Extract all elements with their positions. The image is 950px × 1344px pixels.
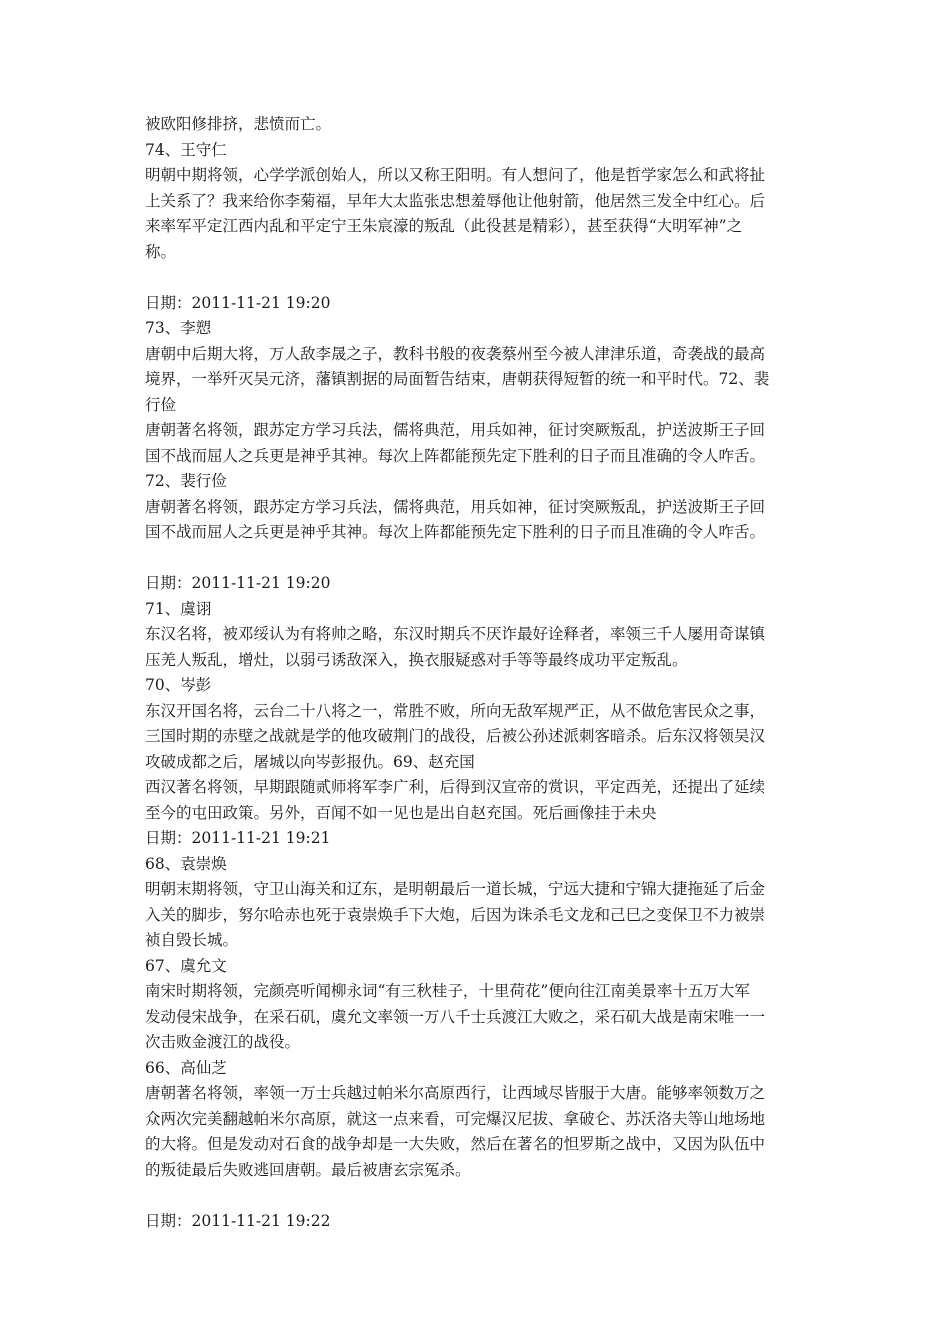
text-line: 72、裴行俭 <box>145 472 227 490</box>
text-line: 行俭 <box>145 395 177 414</box>
text-line: 67、虞允文 <box>145 956 227 975</box>
text-line: 日期：2011-11-21 19:20 <box>145 574 331 592</box>
text-line: 唐朝著名将领，跟苏定方学习兵法，儒将典范，用兵如神，征讨突厥叛乱，护送波斯王子回 <box>145 421 766 439</box>
blank-line <box>145 265 810 291</box>
document-page <box>145 112 810 1234</box>
text-line: 明朝末期将领，守卫山海关和辽东，是明朝最后一道长城，宁远大捷和宁锦大捷拖延了后金 <box>145 880 766 898</box>
text-line: 众两次完美翻越帕米尔高原，就这一点来看，可完爆汉尼拔、拿破仑、苏沃洛夫等山地场地 <box>145 1109 766 1128</box>
text-line: 东汉开国名将，云台二十八将之一，常胜不败，所向无敌军规严正，从不做危害民众之事， <box>145 701 766 720</box>
text-line: 三国时期的赤壁之战就是学的他攻破荆门的战役，后被公孙述派刺客暗杀。后东汉将领吴汉 <box>145 727 766 745</box>
text-line: 唐朝著名将领，跟苏定方学习兵法，儒将典范，用兵如神，征讨突厥叛乱，护送波斯王子回 <box>145 497 766 516</box>
text-line: 祯自毁长城。 <box>145 931 239 949</box>
text-line: 东汉名将，被邓绥认为有将帅之略，东汉时期兵不厌诈最好诠释者，率领三千人屡用奇谋镇 <box>145 625 766 643</box>
text-line: 上关系了？我来给你李菊福，早年大太监张忠想羞辱他让他射箭，他居然三发全中红心。后 <box>145 191 766 210</box>
text-line: 西汉著名将领，早期跟随贰师将军李广利，后得到汉宣帝的赏识，平定西羌，还提出了延续 <box>145 778 766 796</box>
text-line: 的大将。但是发动对石食的战争却是一大失败，然后在著名的怛罗斯之战中，又因为队伍中 <box>145 1135 766 1153</box>
text-line: 次击败金渡江的战役。 <box>145 1033 301 1051</box>
text-line: 74、王守仁 <box>145 140 227 159</box>
text-line: 攻破成都之后，屠城以向岑彭报仇。69、赵充国 <box>145 752 475 771</box>
text-line: 国不战而屈人之兵更是神乎其神。每次上阵都能预先定下胜利的日子而且准确的令人咋舌。 <box>145 523 766 541</box>
text-line: 71、虞诩 <box>145 599 212 618</box>
text-line: 压羌人叛乱，增灶，以弱弓诱敌深入，换衣服疑惑对手等等最终成功平定叛乱。 <box>145 650 688 669</box>
text-line: 被欧阳修排挤，悲愤而亡。 <box>145 115 332 133</box>
text-line: 68、袁崇焕 <box>145 854 227 873</box>
text-line: 日期：2011-11-21 19:22 <box>145 1211 331 1230</box>
text-line: 境界，一举歼灭吴元济，藩镇割据的局面暂告结束，唐朝获得短暂的统一和平时代。72、裴 <box>145 370 770 388</box>
text-line: 明朝中期将领，心学学派创始人，所以又称王阳明。有人想问了，他是哲学家怎么和武将扯 <box>145 166 766 184</box>
text-line: 的叛徒最后失败逃回唐朝。最后被唐玄宗冤杀。 <box>145 1160 471 1179</box>
blank-line <box>145 1183 810 1209</box>
text-line: 发动侵宋战争，在采石矶，虞允文率领一万八千士兵渡江大败之，采石矶大战是南宋唯一一 <box>145 1007 766 1026</box>
text-line: 唐朝著名将领，率领一万士兵越过帕米尔高原西行，让西域尽皆服于大唐。能够率领数万之 <box>145 1084 766 1102</box>
text-line: 至今的屯田政策。另外，百闻不如一见也是出自赵充国。死后画像挂于未央 <box>145 803 657 822</box>
text-line: 66、高仙芝 <box>145 1058 227 1077</box>
text-line: 入关的脚步，努尔哈赤也死于袁崇焕手下大炮，后因为诛杀毛文龙和己巳之变保卫不力被崇 <box>145 905 766 924</box>
text-line: 70、岑彭 <box>145 676 212 694</box>
text-line: 称。 <box>145 242 177 261</box>
text-line: 南宋时期将领，完颜亮听闻柳永词“有三秋桂子，十里荷花”便向往江南美景率十五万大军 <box>145 982 750 1000</box>
text-line: 日期：2011-11-21 19:21 <box>145 829 331 847</box>
blank-line <box>145 546 810 572</box>
text-line: 国不战而屈人之兵更是神乎其神。每次上阵都能预先定下胜利的日子而且准确的令人咋舌。 <box>145 446 766 465</box>
text-line: 来率军平定江西内乱和平定宁王朱宸濠的叛乱（此役甚是精彩），甚至获得“大明军神”之 <box>145 217 743 235</box>
text-line: 日期：2011-11-21 19:20 <box>145 293 331 312</box>
text-line: 73、李愬 <box>145 319 212 337</box>
text-line: 唐朝中后期大将，万人敌李晟之子，教科书般的夜袭蔡州至今被人津津乐道，奇袭战的最高 <box>145 344 766 363</box>
